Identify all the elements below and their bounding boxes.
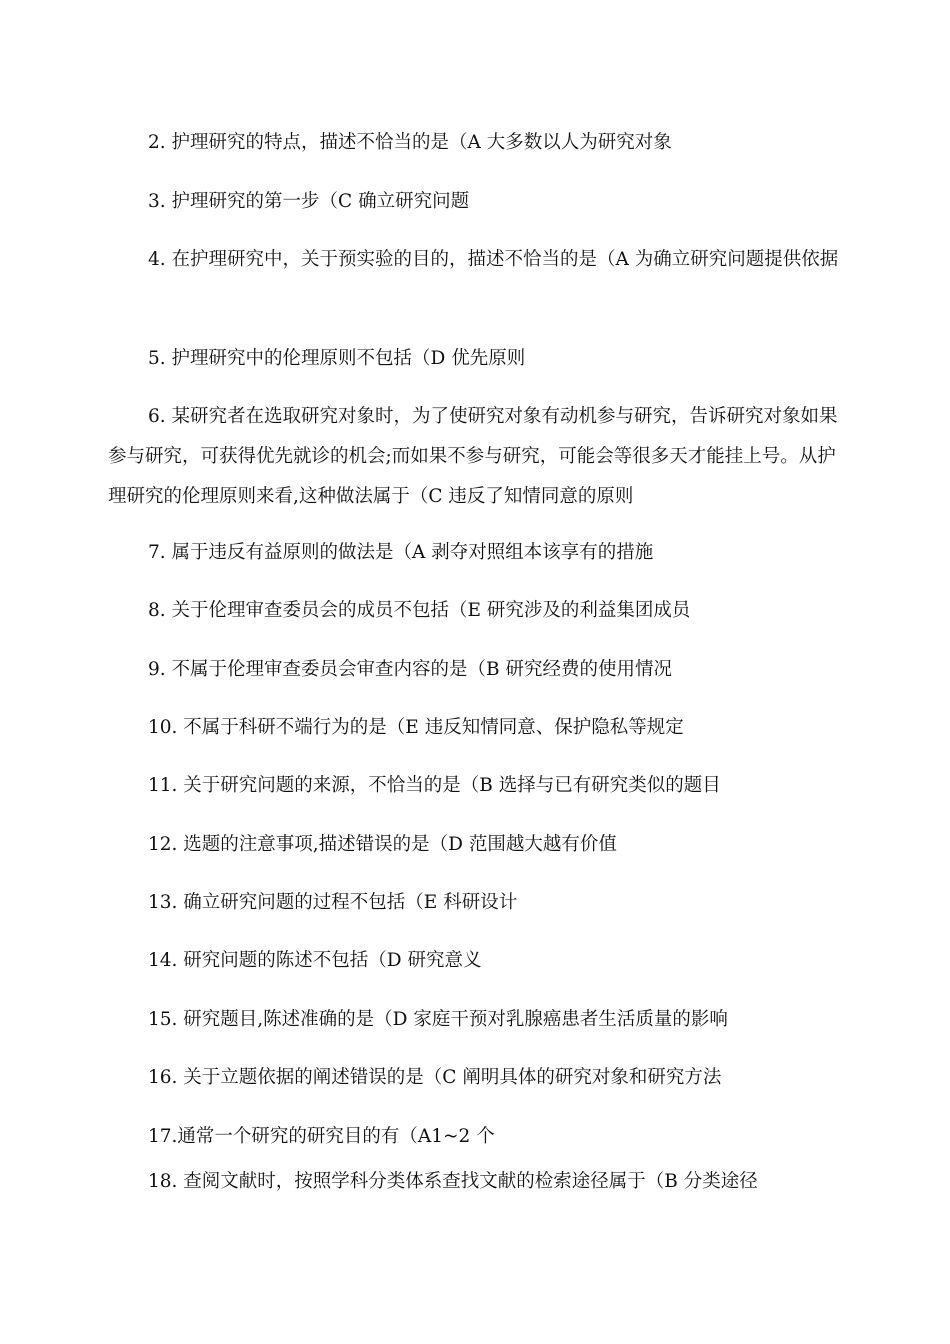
question-item-16: 16. 关于立题依据的阐述错误的是（C 阐明具体的研究对象和研究方法 bbox=[148, 1067, 722, 1088]
question-item-8: 8. 关于伦理审查委员会的成员不包括（E 研究涉及的利益集团成员 bbox=[148, 600, 691, 621]
question-item-18: 18. 查阅文献时，按照学科分类体系查找文献的检索途径属于（B 分类途径 bbox=[148, 1171, 758, 1192]
question-item-2: 2. 护理研究的特点，描述不恰当的是（A 大多数以人为研究对象 bbox=[148, 132, 672, 153]
question-item-12: 12. 选题的注意事项,描述错误的是（D 范围越大越有价值 bbox=[148, 834, 617, 855]
question-item-10: 10. 不属于科研不端行为的是（E 违反知情同意、保护隐私等规定 bbox=[148, 717, 684, 738]
question-item-6: 6. 某研究者在选取研究对象时，为了使研究对象有动机参与研究，告诉研究对象如果参与研究，可获得优先就诊的机会;而如果不参与研究，可能会等很多天才能挂上号。从护理研究的伦理原则来看,这种做法属于（C 违反了知情同意的原则 bbox=[108, 406, 838, 507]
question-item-17: 17.通常一个研究的研究目的有（A1~2 个 bbox=[148, 1126, 495, 1147]
question-item-11: 11. 关于研究问题的来源，不恰当的是（B 选择与已有研究类似的题目 bbox=[148, 775, 721, 796]
question-item-4: 4. 在护理研究中，关于预实验的目的，描述不恰当的是（A 为确立研究问题提供依据 bbox=[148, 249, 839, 270]
question-item-15: 15. 研究题目,陈述准确的是（D 家庭干预对乳腺癌患者生活质量的影响 bbox=[148, 1009, 728, 1030]
question-item-14: 14. 研究问题的陈述不包括（D 研究意义 bbox=[148, 950, 482, 971]
question-item-13: 13. 确立研究问题的过程不包括（E 科研设计 bbox=[148, 892, 518, 913]
question-item-7: 7. 属于违反有益原则的做法是（A 剥夺对照组本该享有的措施 bbox=[148, 542, 654, 563]
question-item-5: 5. 护理研究中的伦理原则不包括（D 优先原则 bbox=[148, 348, 526, 369]
question-item-9: 9. 不属于伦理审查委员会审查内容的是（B 研究经费的使用情况 bbox=[148, 659, 673, 680]
question-item-3: 3. 护理研究的第一步（C 确立研究问题 bbox=[148, 191, 470, 212]
